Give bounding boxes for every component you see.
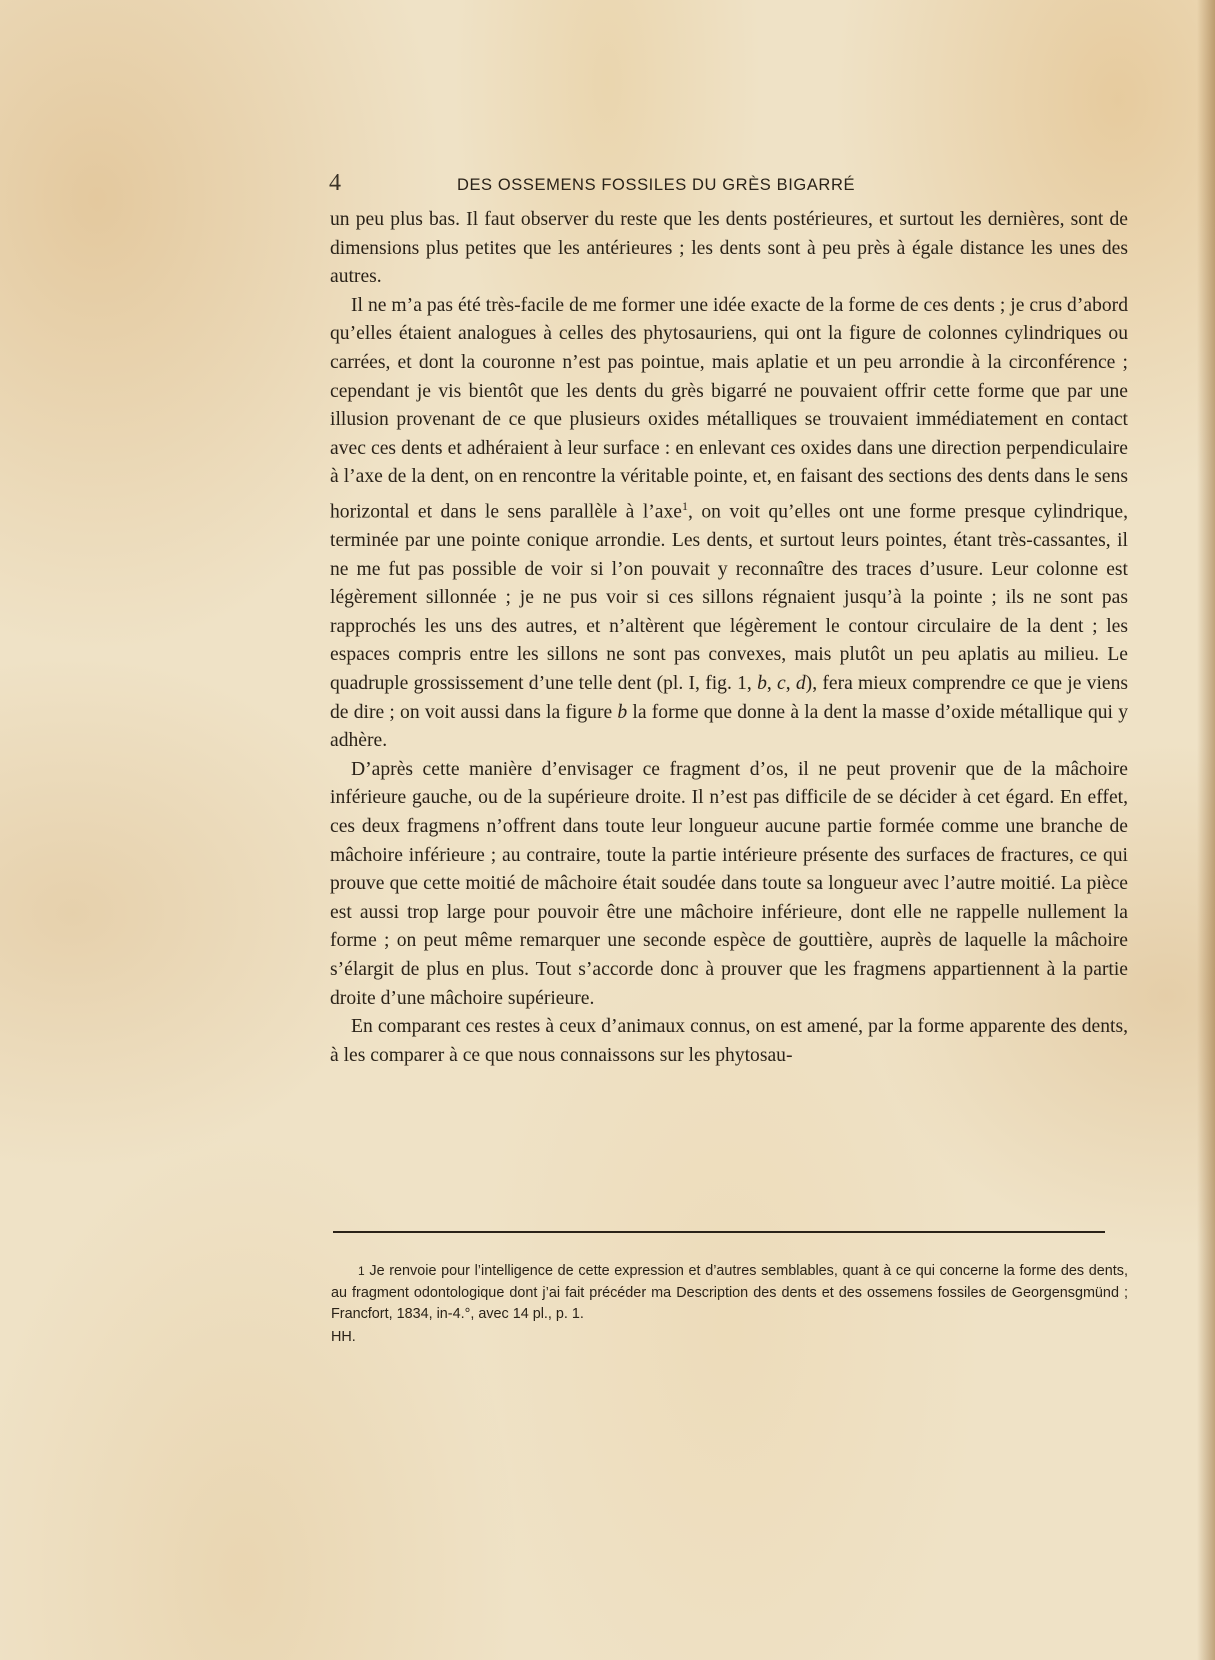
footnote-mark: 1 xyxy=(358,1264,365,1278)
separator: , xyxy=(766,673,778,695)
paragraph-3: D’après cette manière d’envisager ce fragment d’os, il ne peut provenir que de la mâchoire inférieure gauche, ou de la supérieure droite. Il n’est pas difficile de se décider à cet égard. En effet, ces deux fragmens n’offrent dans toute leur longueur aucune partie formée comme une branche de mâchoire inférieure ; au contraire, toute la partie intérieure présente des surfaces de fractures, ce qui prouve que cette moitié de mâchoire était soudée dans toute sa longueur avec l’autre moitié. La pièce est aussi trop large pour pouvoir être une mâchoire inférieure, dont elle ne rappelle nullement la forme ; on peut même remarquer une seconde espèce de gouttière, auprès de laquelle la mâchoire s’élargit de plus en plus. Tout s’accorde donc à prouver que les fragmens appartiennent à la partie droite d’une mâchoire supérieure. xyxy=(330,758,1128,1009)
paragraph-2-part-b: , on voit qu’elles ont une forme presque cylindrique, terminée par une pointe conique arrondie. Les dents, et surtout leurs pointes, étant très-cassantes, il ne me fut pas possible de voir si l’on pouvait y reconnaître des traces d’usure. Leur colonne est légèrement sillonnée ; je ne pus voir si ces sillons régnaient jusqu’à la pointe ; ils ne sont pas rapprochés les uns des autres, et n’altèrent que légèrement le contour circulaire de la dent ; les espaces compris entre les sillons ne sont pas convexes, mais plutôt un peu aplatis au milieu. Le quadruple grossissement d’une telle dent (pl. I, fig. 1, xyxy=(330,501,1128,695)
running-head: DES OSSEMENS FOSSILES DU GRÈS BIGARRÉ xyxy=(456,176,856,194)
paragraph-2-part-a: Il ne m’a pas été très-facile de me former une idée exacte de la forme de ces dents ; je crus d’abord qu’elles étaient analogues à celles des phytosauriens, qui ont la figure de colonnes cylindriques ou carrées, et dont la couronne n’est pas pointue, mais aplatie et un peu arrondie à la circonférence ; cependant je vis bientôt que les dents du grès bigarré ne pouvaient offrir cette forme que par une illusion provenant de ce que plusieurs oxides métalliques se trouvaient immédiatement en contact avec ces dents et adhéraient à leur surface : en enlevant ces oxides dans une direction perpendiculaire à l’axe de la dent, on en rencontre la véritable pointe, et, en faisant des sections des dents dans le sens horizontal et dans le sens parallèle à l’axe xyxy=(330,294,1128,523)
paragraph-2 xyxy=(330,292,1128,756)
paragraph-2-part-c: ), fera mieux comprendre ce que je viens de dire ; on voit aussi dans la figure xyxy=(330,673,1129,723)
figure-letter-d: d xyxy=(795,673,806,695)
main-text xyxy=(330,206,1128,1070)
footnote-reference: 1 xyxy=(682,498,689,513)
paragraph-4: En comparant ces restes à ceux d’animaux connus, on est amené, par la forme apparente des dents, à les comparer à ce que nous connaissons sur les phytosau- xyxy=(330,1016,1128,1066)
figure-letter-b-ref: b xyxy=(617,701,628,723)
footnote-text: Je renvoie pour l’intelligence de cette expression et d’autres semblables, quant à ce qui concerne la forme des dents, au fragment odontologique dont j’ai fait précéder ma Description des dents et des ossemens fossiles de Georgensgmünd ; Francfort, 1834, in-4.°, avec 14 pl., p. 1. xyxy=(331,1263,1128,1322)
paragraph-1: un peu plus bas. Il faut observer du reste que les dents postérieures, et surtout les dernières, sont de dimensions plus petites que les antérieures ; les dents sont à peu près à égale distance les unes des autres. xyxy=(330,209,1128,288)
footnote-rule xyxy=(333,1231,1105,1233)
figure-letter-b: b xyxy=(757,673,767,695)
paragraph-2-part-d: la forme que donne à la dent la masse d’oxide métallique qui y adhère. xyxy=(330,701,1128,752)
footnote-signature: HH. xyxy=(331,1328,356,1345)
figure-letter-c: c xyxy=(777,673,786,695)
page-number: 4 xyxy=(329,170,341,196)
separator: , xyxy=(785,673,796,695)
footnote xyxy=(331,1261,1128,1348)
page-edge-shadow xyxy=(1197,0,1215,1660)
